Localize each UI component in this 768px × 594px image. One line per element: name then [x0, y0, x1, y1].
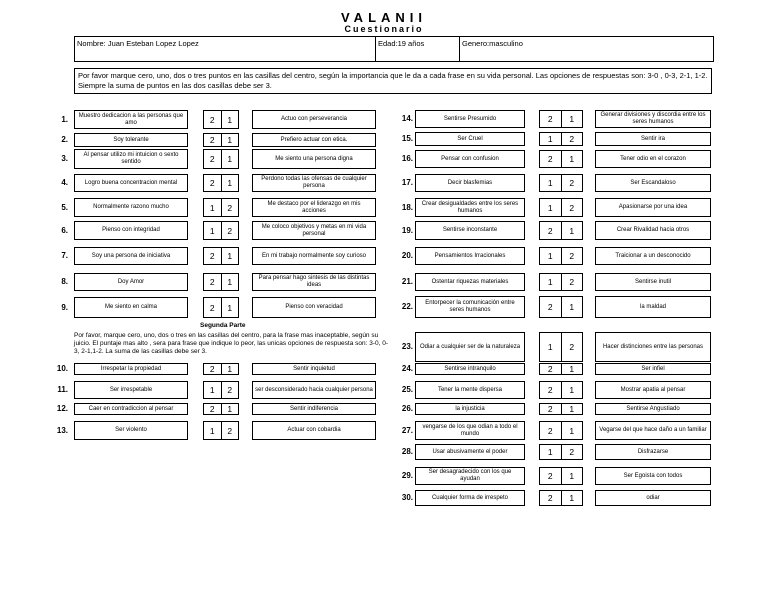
item-number: 22.: [401, 302, 413, 311]
statement-a: Ser violento: [74, 421, 188, 440]
statement-b: Ser Escandaloso: [595, 174, 711, 192]
statement-b: Traicionar a un desconocido: [595, 247, 711, 265]
statement-b: Para pensar hago sintesis de las distintas ideas: [252, 273, 376, 291]
statement-b: Sentirse inutil: [595, 273, 711, 291]
item-number: 3.: [61, 154, 68, 163]
score-a-cell[interactable]: 1: [540, 175, 562, 191]
statement-b: Crear Rivalidad hacia otros: [595, 221, 711, 240]
statement-a: vengarse de los que odian a todo el mundo: [415, 421, 525, 440]
score-b-cell[interactable]: 2: [569, 277, 575, 287]
statement-a: Pienso con integridad: [74, 221, 188, 240]
statement-b: Apasionarse por una idea: [595, 198, 711, 217]
statement-b: Tener odio en el corazon: [595, 150, 711, 168]
statement-a: Cualquier forma de irrespeto: [415, 490, 525, 506]
statement-a: Soy una persona de iniciativa: [74, 247, 188, 265]
score-boxes: [539, 221, 583, 240]
item-number: 2.: [61, 135, 68, 144]
statement-b: Actuar con cobardia: [252, 421, 376, 440]
score-b-cell[interactable]: 2: [227, 202, 233, 213]
score-a-cell[interactable]: 2: [204, 111, 222, 128]
age-field: Edad:19 años: [378, 39, 425, 48]
score-a-cell[interactable]: 1: [540, 199, 562, 216]
score-a-cell[interactable]: 2: [204, 274, 222, 290]
score-b-cell[interactable]: 2: [569, 342, 575, 352]
statement-a: Doy Amor: [74, 273, 188, 291]
score-b-cell[interactable]: 1: [227, 251, 233, 261]
statement-a: Irrespetar la propiedad: [74, 363, 188, 375]
statement-a: Sentirse intranquilo: [415, 363, 525, 375]
item-number: 26.: [401, 404, 413, 413]
score-boxes: [203, 381, 239, 399]
statement-b: En mi trabajo normalmente soy curioso: [252, 247, 376, 265]
statement-a: Ostentar riquezas materiales: [415, 273, 525, 291]
score-a-cell[interactable]: 2: [204, 134, 222, 146]
item-number: 25.: [401, 385, 413, 394]
statement-a: Pensamientos Irracionales: [415, 247, 525, 265]
score-a-cell[interactable]: 2: [540, 222, 562, 239]
item-number: 10.: [56, 364, 68, 373]
item-number: 29.: [401, 471, 413, 480]
score-a-cell[interactable]: 1: [540, 333, 562, 361]
statement-a: Muestro dedicacion a las personas que amo: [74, 110, 188, 129]
score-b-cell[interactable]: 2: [569, 134, 575, 144]
item-number: 18.: [401, 202, 413, 212]
score-boxes: [203, 273, 239, 291]
score-b-cell[interactable]: 1: [227, 302, 233, 313]
statement-b: Me siento una persona digna: [252, 149, 376, 169]
score-a-cell[interactable]: 2: [540, 151, 562, 167]
score-boxes: [203, 133, 239, 147]
score-a-cell[interactable]: 1: [540, 133, 562, 145]
item-number: 23.: [401, 342, 413, 351]
item-number: 28.: [401, 447, 413, 456]
statement-b: Sentirse Angustiado: [595, 403, 711, 415]
score-a-cell[interactable]: 2: [204, 248, 222, 264]
score-boxes: [539, 110, 583, 128]
item-number: 12.: [56, 404, 68, 413]
score-b-cell[interactable]: 1: [227, 135, 233, 145]
score-b-cell[interactable]: 2: [569, 447, 575, 457]
statement-b: Disfrazarse: [595, 444, 711, 460]
score-boxes: [539, 332, 583, 362]
score-boxes: [539, 174, 583, 192]
score-a-cell[interactable]: 2: [540, 297, 562, 317]
score-b-cell[interactable]: 2: [569, 251, 575, 261]
score-a-cell[interactable]: 1: [204, 422, 222, 439]
score-boxes: [203, 421, 239, 440]
statement-a: Caer en contradiccion al pensar: [74, 403, 188, 415]
statement-a: Ser Cruel: [415, 132, 525, 146]
statement-b: Mostrar apatia al pensar: [595, 381, 711, 399]
score-boxes: [203, 198, 239, 217]
item-number: 27.: [401, 425, 413, 435]
item-number: 13.: [56, 425, 68, 435]
score-a-cell[interactable]: 2: [540, 111, 562, 127]
score-boxes: [203, 221, 239, 240]
score-a-cell[interactable]: 2: [540, 422, 562, 439]
score-b-cell[interactable]: 2: [227, 425, 233, 436]
score-a-cell[interactable]: 1: [540, 445, 562, 459]
item-number: 4.: [61, 178, 68, 187]
item-number: 24.: [401, 364, 413, 373]
score-boxes: [203, 403, 239, 415]
statement-a: Tener la mente dispersa: [415, 381, 525, 399]
page-subtitle: Cuestionario: [344, 24, 424, 34]
item-number: 20.: [401, 251, 413, 260]
statement-a: Al pensar utilizo mi intuicion o sexto sentido: [74, 149, 188, 169]
respondent-info: [74, 36, 714, 62]
statement-b: Vegarse del que hace daño a un familiar: [595, 421, 711, 440]
score-b-cell[interactable]: 2: [227, 225, 233, 236]
score-a-cell[interactable]: 1: [204, 222, 222, 239]
score-b-cell[interactable]: 1: [227, 277, 233, 287]
statement-b: Me destaco por el liderazgo en mis acciones: [252, 198, 376, 217]
score-a-cell[interactable]: 1: [540, 274, 562, 290]
score-a-cell[interactable]: 1: [204, 382, 222, 398]
score-boxes: [539, 150, 583, 168]
statement-b: Hacer distinciones entre las personas: [595, 332, 711, 362]
item-number: 16.: [401, 154, 413, 163]
score-a-cell[interactable]: 1: [204, 199, 222, 216]
score-b-cell[interactable]: 1: [569, 404, 575, 414]
score-boxes: [203, 149, 239, 169]
score-boxes: [539, 421, 583, 440]
statement-b: Sentir indiferencia: [252, 403, 376, 415]
score-b-cell[interactable]: 2: [227, 385, 233, 395]
name-field: Nombre: Juan Esteban Lopez Lopez: [77, 39, 199, 48]
score-boxes: [539, 444, 583, 460]
item-number: 9.: [61, 302, 68, 312]
score-b-cell[interactable]: 1: [569, 425, 575, 436]
item-number: 11.: [57, 385, 68, 394]
statement-a: Entorpecer la comunicación entre seres humanos: [415, 296, 525, 318]
statement-b: Perdono todas las ofensas de cualquier persona: [252, 174, 376, 192]
score-a-cell[interactable]: 2: [540, 364, 562, 374]
score-boxes: [203, 363, 239, 375]
statement-b: ser desconsiderado hacia cualquier persona: [252, 381, 376, 399]
statement-b: Sentir inquietud: [252, 363, 376, 375]
item-number: 6.: [61, 225, 68, 235]
item-number: 30.: [401, 493, 413, 502]
statement-b: Actuo con perseverancia: [252, 110, 376, 129]
score-boxes: [539, 403, 583, 415]
score-b-cell[interactable]: 1: [227, 364, 233, 374]
score-boxes: [203, 297, 239, 318]
score-boxes: [203, 110, 239, 129]
score-a-cell[interactable]: 2: [204, 175, 222, 191]
score-boxes: [539, 273, 583, 291]
statement-a: Logro buena concentracion mental: [74, 174, 188, 192]
section-two-instructions: Por favor, marque cero, uno, dos o tres en las casillas del centro, para la frase mas inaceptable, según su juicio. El puntaje mas alto , sera para frase que indique lo peor, las unicas opciones de respuesta son: 3-0, 0-3, 2-1,1-2. La suma de las casillas debe ser 3.: [74, 332, 388, 355]
score-b-cell[interactable]: 1: [569, 364, 575, 374]
score-a-cell[interactable]: 2: [540, 382, 562, 398]
section-two-title: Segunda Parte: [200, 322, 246, 329]
statement-b: Prefiero actuar con etica.: [252, 133, 376, 147]
statement-b: Ser infiel: [595, 363, 711, 375]
statement-a: Soy tolerante: [74, 133, 188, 147]
item-number: 1.: [61, 114, 68, 124]
score-b-cell[interactable]: 1: [569, 471, 575, 481]
statement-b: Sentir ira: [595, 132, 711, 146]
statement-b: la maldad: [595, 296, 711, 318]
page-title: VALANII: [340, 10, 428, 25]
statement-a: Ser desagradecido con los que ayudan: [415, 467, 525, 485]
score-b-cell[interactable]: 1: [569, 114, 575, 124]
score-b-cell[interactable]: 1: [569, 154, 575, 164]
statement-b: Generar divisiones y discordia entre los seres humanos: [595, 110, 711, 128]
score-a-cell[interactable]: 1: [540, 248, 562, 264]
statement-a: Me siento en calma: [74, 297, 188, 318]
statement-b: odiar: [595, 490, 711, 506]
divider: [459, 37, 460, 61]
item-number: 15.: [401, 134, 413, 143]
score-boxes: [539, 363, 583, 375]
score-b-cell[interactable]: 1: [227, 114, 233, 125]
item-number: 17.: [401, 178, 413, 187]
statement-b: Pienso con veracidad: [252, 297, 376, 318]
divider: [375, 37, 376, 61]
score-boxes: [539, 467, 583, 485]
score-b-cell[interactable]: 1: [569, 302, 575, 312]
score-b-cell[interactable]: 2: [569, 202, 575, 213]
statement-a: Sentirse inconstante: [415, 221, 525, 240]
score-a-cell[interactable]: 2: [204, 150, 222, 168]
instructions: Por favor marque cero, uno, dos o tres puntos en las casillas del centro, según la importancia que le da a cada frase en su vida personal. Las opciones de respuestas son: 3-0 , 0-3, 2-1, 1-2. Siempre la suma de puntos en las dos casillas debe ser 3.: [74, 68, 712, 94]
statement-a: Ser irrespetable: [74, 381, 188, 399]
item-number: 5.: [61, 202, 68, 212]
score-b-cell[interactable]: 1: [227, 404, 233, 414]
score-b-cell[interactable]: 1: [227, 178, 233, 188]
score-b-cell[interactable]: 1: [569, 225, 575, 236]
item-number: 21.: [401, 277, 413, 286]
score-a-cell[interactable]: 2: [540, 404, 562, 414]
statement-a: Normalmente razono mucho: [74, 198, 188, 217]
score-boxes: [539, 198, 583, 217]
score-a-cell[interactable]: 2: [540, 468, 562, 484]
score-boxes: [539, 490, 583, 506]
score-boxes: [203, 174, 239, 192]
statement-a: Usar abusivamente el poder: [415, 444, 525, 460]
score-a-cell[interactable]: 2: [204, 404, 222, 414]
statement-a: Pensar con confusion: [415, 150, 525, 168]
statement-b: Ser Egoista con todos: [595, 467, 711, 485]
statement-b: Me coloco objetivos y metas en mi vida personal: [252, 221, 376, 240]
score-b-cell[interactable]: 1: [569, 385, 575, 395]
score-boxes: [203, 247, 239, 265]
score-a-cell[interactable]: 2: [204, 364, 222, 374]
statement-a: Crear desigualdades entre los seres humanos: [415, 198, 525, 217]
gender-field: Genero:masculino: [462, 39, 523, 48]
item-number: 7.: [61, 251, 68, 260]
statement-a: Decir blasfemias: [415, 174, 525, 192]
score-a-cell[interactable]: 2: [540, 491, 562, 505]
statement-a: Odiar a cualquier ser de la naturaleza: [415, 332, 525, 362]
score-b-cell[interactable]: 1: [227, 154, 233, 164]
score-b-cell[interactable]: 1: [569, 493, 575, 503]
score-boxes: [539, 296, 583, 318]
score-b-cell[interactable]: 2: [569, 178, 575, 188]
score-boxes: [539, 381, 583, 399]
score-boxes: [539, 132, 583, 146]
item-number: 14.: [401, 114, 413, 123]
score-a-cell[interactable]: 2: [204, 298, 222, 317]
statement-a: la injusticia: [415, 403, 525, 415]
score-boxes: [539, 247, 583, 265]
statement-a: Sentirse Presumido: [415, 110, 525, 128]
item-number: 19.: [401, 225, 413, 235]
item-number: 8.: [61, 277, 68, 286]
